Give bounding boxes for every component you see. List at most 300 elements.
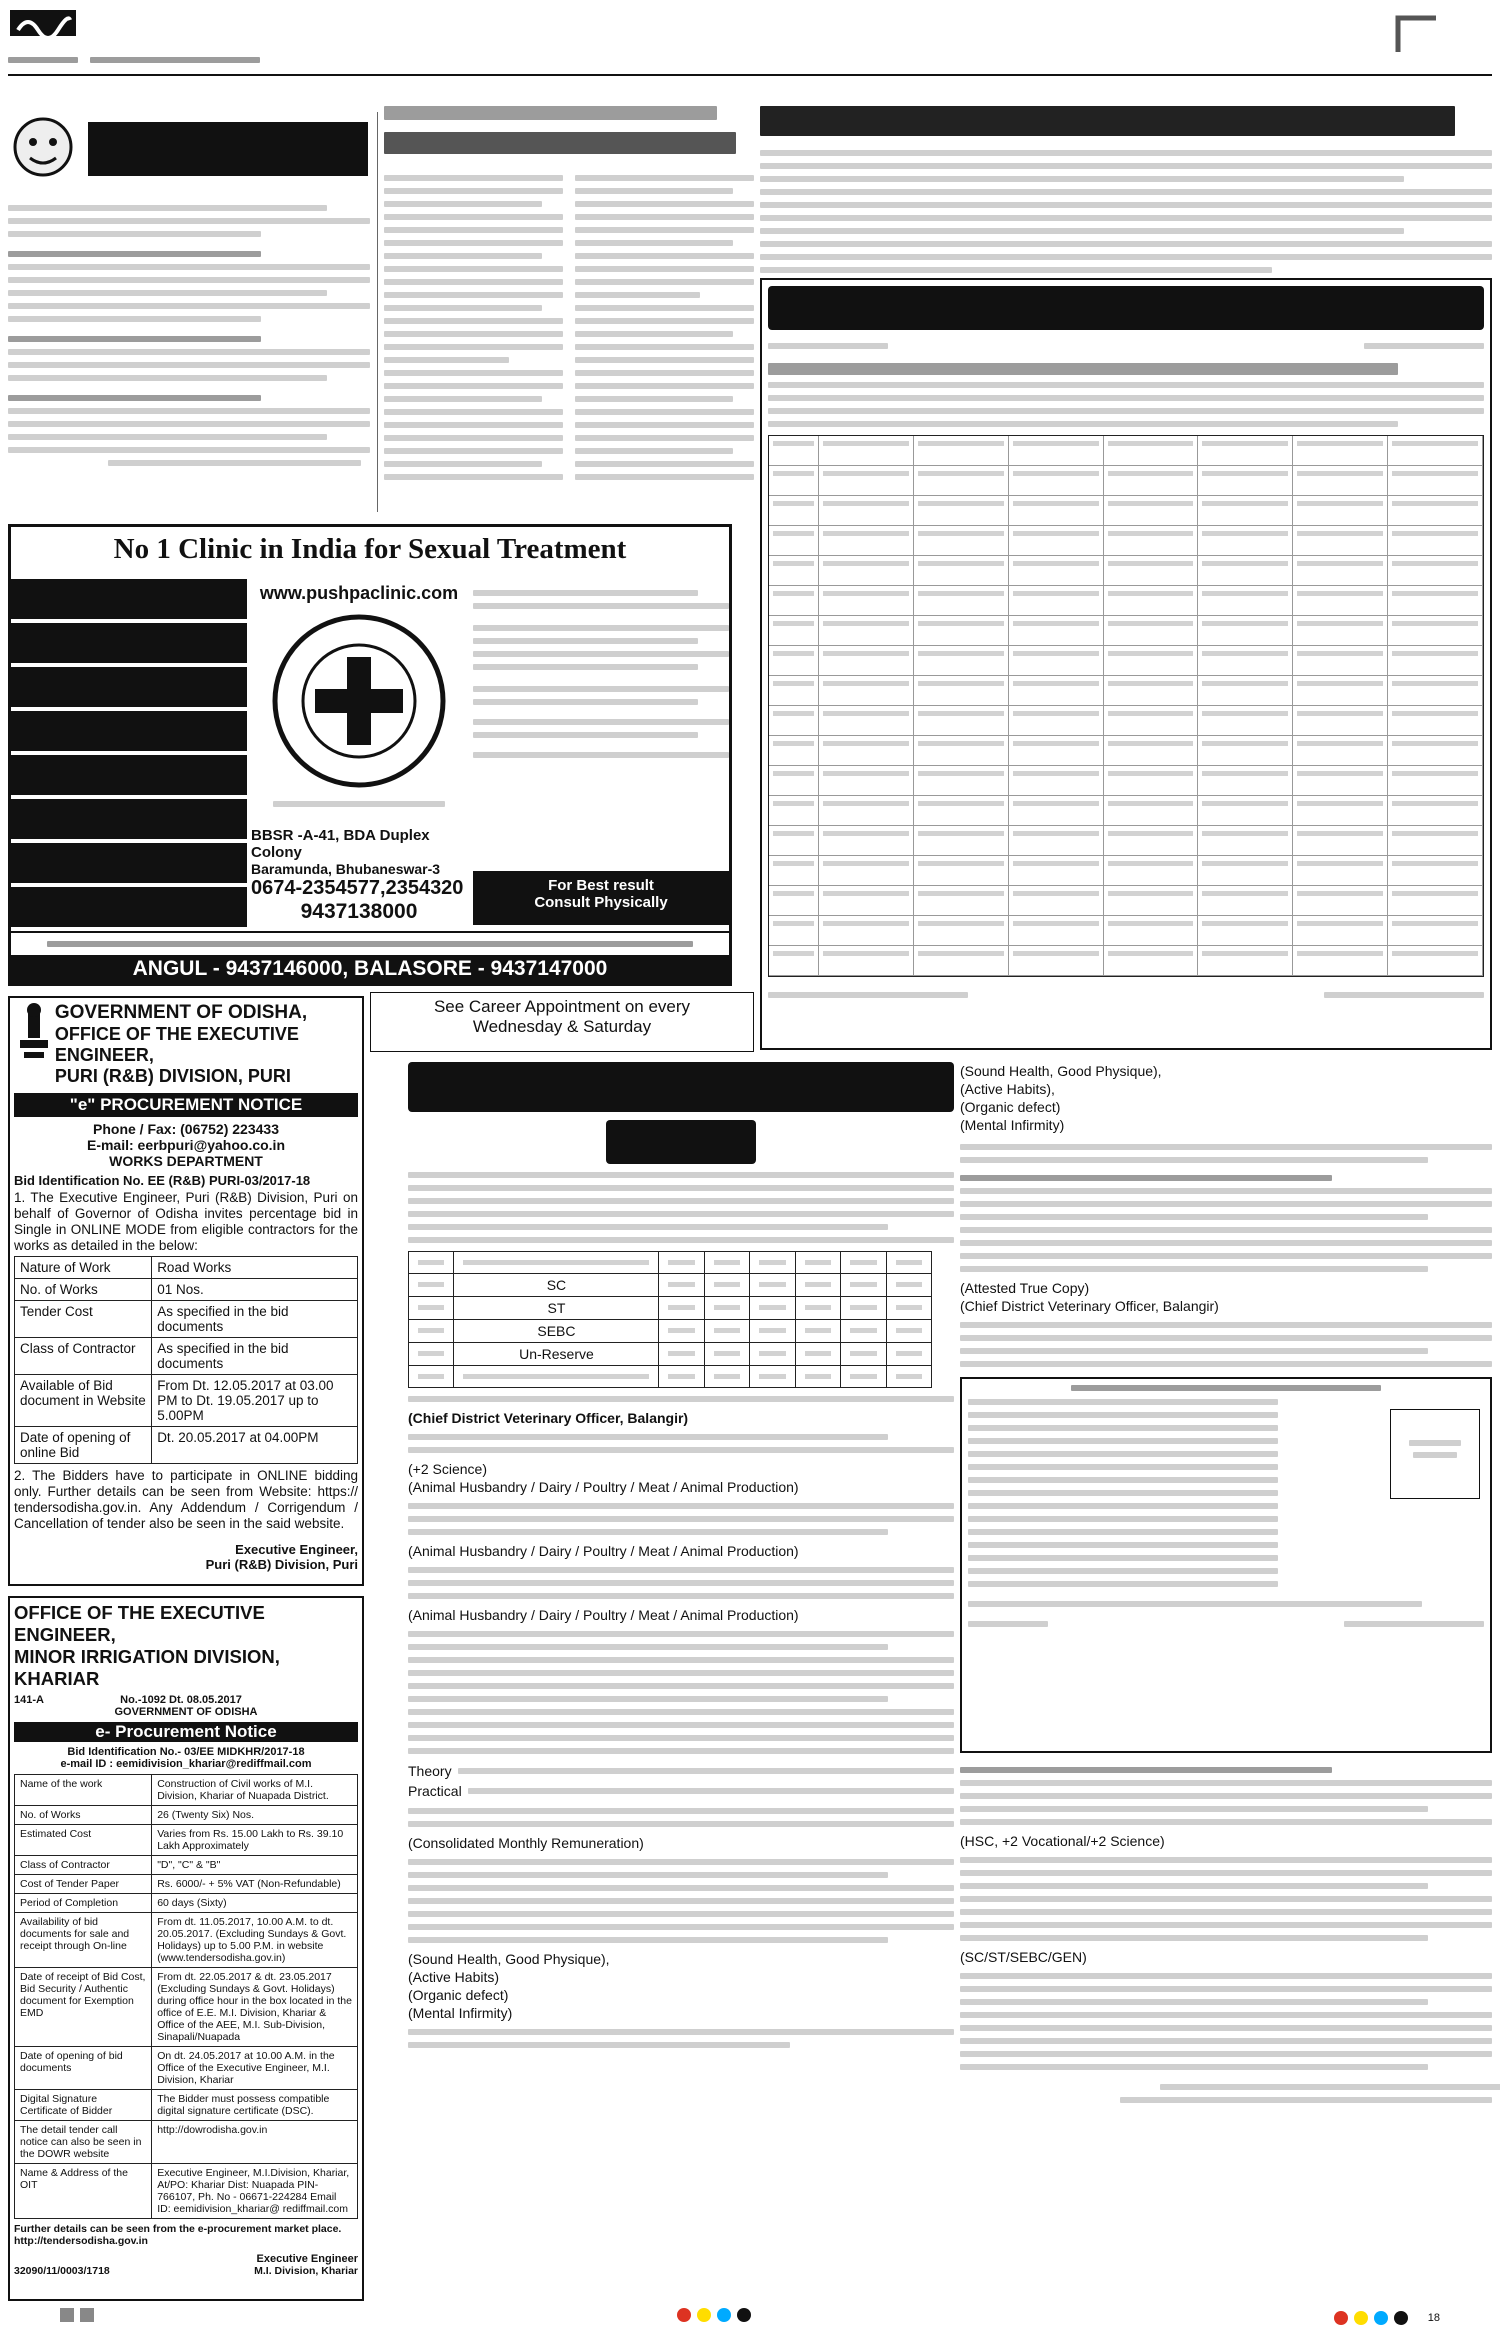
application-form — [960, 1377, 1492, 1753]
clinic-contact-box — [251, 827, 467, 924]
row-key: The detail tender call notice can also be seen in the DOWR website — [15, 2121, 152, 2164]
newspaper-logo-icon — [8, 6, 78, 40]
rural-dev-cell — [769, 526, 819, 556]
puri-procurement-notice — [8, 996, 364, 1586]
right-attested: (Attested True Copy) — [960, 1280, 1090, 1296]
vet-table-cell — [704, 1297, 749, 1320]
vet-table-cell — [886, 1366, 932, 1388]
rural-dev-cell — [769, 646, 819, 676]
vet-habits: (Active Habits) — [408, 1969, 500, 1985]
masthead — [8, 6, 1492, 86]
rural-dev-cell — [1104, 436, 1199, 466]
rural-dev-cell — [1104, 826, 1199, 856]
table-row — [15, 2047, 358, 2090]
vet-sound: (Sound Health, Good Physique), — [408, 1951, 610, 1967]
rural-dev-cell — [1009, 646, 1104, 676]
rural-dev-cell — [1198, 916, 1293, 946]
rural-dev-cell — [769, 466, 819, 496]
clinic-website[interactable]: www.pushpaclinic.com — [259, 583, 459, 603]
vet-animal-1: (Animal Husbandry / Dairy / Poultry / Meat / Animal Production) — [408, 1479, 799, 1495]
rural-dev-cell — [1293, 886, 1388, 916]
puri-sig1: Executive Engineer, — [235, 1542, 358, 1557]
row-key: Tender Cost — [15, 1301, 152, 1338]
rural-dev-cell — [769, 556, 819, 586]
rural-dev-cell — [1293, 436, 1388, 466]
rural-dev-cell — [914, 736, 1009, 766]
rural-dev-cell — [769, 436, 819, 466]
table-row — [15, 1338, 358, 1375]
rural-dev-cell — [1388, 946, 1483, 976]
rural-dev-cell — [1104, 466, 1199, 496]
rural-dev-cell — [819, 586, 914, 616]
rural-dev-cell — [1388, 676, 1483, 706]
rural-dev-cell — [1009, 616, 1104, 646]
feature-mascot — [8, 112, 78, 182]
rural-dev-cell — [1198, 886, 1293, 916]
puri-phone: Phone / Fax: (06752) 223433 — [93, 1121, 279, 1137]
puri-bid-id: Bid Identification No. EE (R&B) PURI-03/2017-18 — [14, 1173, 311, 1188]
rural-dev-cell — [769, 586, 819, 616]
page-corner-icon — [1388, 12, 1448, 56]
row-value: Construction of Civil works of M.I. Division, Khariar of Nuapada District. — [152, 1775, 358, 1806]
header-date-block — [8, 50, 288, 66]
khariar-sig2: M.I. Division, Khariar — [254, 2265, 358, 2277]
rural-dev-cell — [1104, 766, 1199, 796]
vet-recruitment-notice — [408, 1062, 954, 2302]
row-value: 60 days (Sixty) — [152, 1894, 358, 1913]
rural-dev-cell — [819, 916, 914, 946]
header-divider — [8, 74, 1492, 76]
vet-notice-continued — [960, 1062, 1492, 2302]
khariar-email[interactable]: e-mail ID : eemidivision_khariar@rediffmail.com — [60, 1758, 312, 1770]
right-term-mental: (Mental Infirmity) — [960, 1117, 1065, 1133]
rural-dev-cell — [1104, 706, 1199, 736]
rural-dev-cell — [914, 586, 1009, 616]
vet-header-cell — [409, 1252, 454, 1274]
vet-subtitle-bar — [606, 1120, 756, 1164]
clinic-seal — [269, 611, 449, 791]
vet-table-cell — [704, 1320, 749, 1343]
rural-dev-cell — [914, 526, 1009, 556]
rural-dev-cell — [1293, 706, 1388, 736]
row-key: Cost of Tender Paper — [15, 1875, 152, 1894]
vet-table-header — [409, 1252, 932, 1274]
rural-dev-cell — [1388, 736, 1483, 766]
rural-dev-cell — [1388, 886, 1483, 916]
vet-table-cell — [795, 1343, 840, 1366]
vet-table-cell — [659, 1274, 704, 1297]
table-row — [15, 1279, 358, 1301]
row-key: Availability of bid documents for sale and receipt through On-line — [15, 1913, 152, 1968]
rural-dev-cell — [1198, 706, 1293, 736]
row-key: No. of Works — [15, 1279, 152, 1301]
row-value: 01 Nos. — [152, 1279, 358, 1301]
rural-dev-cell — [819, 886, 914, 916]
rural-dev-cell — [769, 616, 819, 646]
row-value: 26 (Twenty Six) Nos. — [152, 1806, 358, 1825]
vet-table-cell — [704, 1274, 749, 1297]
vet-table-row — [409, 1366, 932, 1388]
rural-dev-title-bar — [768, 286, 1484, 330]
rural-dev-cell — [1009, 946, 1104, 976]
vet-table-cell — [659, 1297, 704, 1320]
rural-dev-cell — [1388, 796, 1483, 826]
vet-table-cell — [841, 1297, 886, 1320]
rural-dev-cell — [819, 736, 914, 766]
row-key: Date of receipt of Bid Cost, Bid Security / Authentic document for Exemption EMD — [15, 1968, 152, 2047]
row-value: As specified in the bid documents — [152, 1301, 358, 1338]
odisha-emblem-icon — [14, 1002, 49, 1064]
rural-dev-cell — [769, 706, 819, 736]
rural-dev-cell — [1009, 766, 1104, 796]
vet-table-cell — [795, 1297, 840, 1320]
vet-title-bar — [408, 1062, 954, 1112]
vet-table-cell — [795, 1320, 840, 1343]
khariar-procurement-notice — [8, 1596, 364, 2301]
page-number: 18 — [1427, 2312, 1440, 2324]
rural-dev-cell — [1198, 526, 1293, 556]
rural-dev-cell — [1104, 856, 1199, 886]
rural-dev-cell — [1198, 586, 1293, 616]
corner-bracket-icon — [1388, 12, 1448, 56]
row-value: Rs. 6000/- + 5% VAT (Non-Refundable) — [152, 1875, 358, 1894]
rural-dev-cell — [914, 706, 1009, 736]
vet-mental: (Mental Infirmity) — [408, 2005, 513, 2021]
rural-dev-cell — [1104, 946, 1199, 976]
rural-dev-cell — [1388, 646, 1483, 676]
rural-dev-cell — [769, 826, 819, 856]
vet-category-cell: ST — [454, 1297, 659, 1320]
table-row — [15, 1913, 358, 1968]
khariar-ref-left: 141-A — [14, 1694, 44, 1706]
rural-dev-cell — [819, 616, 914, 646]
rural-dev-cell — [819, 646, 914, 676]
vet-category-cell: Un-Reserve — [454, 1343, 659, 1366]
puri-dept: WORKS DEPARTMENT — [109, 1153, 263, 1169]
newspaper-logo — [8, 6, 78, 40]
vet-chief-officer: (Chief District Veterinary Officer, Balangir) — [408, 1410, 689, 1426]
vet-table-cell — [409, 1343, 454, 1366]
clinic-address-line2: Baramunda, Bhubaneswar-3 — [251, 861, 441, 877]
rural-dev-cell — [1388, 586, 1483, 616]
vet-table-cell — [454, 1366, 659, 1388]
rural-dev-cell — [769, 766, 819, 796]
rural-dev-cell — [914, 556, 1009, 586]
rural-dev-cell — [914, 946, 1009, 976]
row-key: Name & Address of the OIT — [15, 2164, 152, 2219]
row-value: Dt. 20.05.2017 at 04.00PM — [152, 1427, 358, 1464]
rural-dev-cell — [1198, 466, 1293, 496]
rural-dev-cell — [1009, 886, 1104, 916]
vet-table-cell — [750, 1274, 795, 1297]
row-key: Nature of Work — [15, 1257, 152, 1279]
rural-dev-cell — [819, 496, 914, 526]
rural-dev-cell — [1104, 886, 1199, 916]
row-value: Executive Engineer, M.I.Division, Khariar, At/PO: Khariar Dist: Nuapada PIN-766107, Ph. No - 06671-224284 Email ID: eemidivision_khariar@ rediffmail.com — [152, 2164, 358, 2219]
rural-dev-cell — [769, 916, 819, 946]
feature-title-bar — [88, 122, 368, 176]
vet-table-cell — [841, 1343, 886, 1366]
table-row — [15, 1806, 358, 1825]
rural-dev-cell — [1293, 796, 1388, 826]
rural-dev-cell — [769, 496, 819, 526]
rural-dev-cell — [914, 856, 1009, 886]
rural-dev-cell — [914, 916, 1009, 946]
vet-category-cell: SC — [454, 1274, 659, 1297]
row-value: Road Works — [152, 1257, 358, 1279]
table-row — [15, 1775, 358, 1806]
row-value: On dt. 24.05.2017 at 10.00 A.M. in the Office of the Executive Engineer, M.I. Division, Khariar — [152, 2047, 358, 2090]
table-row — [15, 1856, 358, 1875]
row-key: Period of Completion — [15, 1894, 152, 1913]
rural-dev-cell — [914, 796, 1009, 826]
table-row — [15, 1427, 358, 1464]
rural-dev-cell — [914, 676, 1009, 706]
rural-dev-cell — [1009, 496, 1104, 526]
rural-dev-cell — [1009, 916, 1104, 946]
rural-dev-table — [768, 435, 1484, 977]
rural-dev-cell — [1388, 466, 1483, 496]
clinic-best-result — [473, 871, 729, 925]
vet-vacancy-table — [408, 1251, 932, 1388]
vet-table-row — [409, 1343, 932, 1366]
rural-dev-notice — [760, 278, 1492, 1050]
rural-dev-cell — [1009, 826, 1104, 856]
table-row — [15, 2164, 358, 2219]
rural-dev-cell — [769, 796, 819, 826]
vet-table-cell — [886, 1274, 932, 1297]
table-row — [15, 1875, 358, 1894]
rural-dev-cell — [1293, 466, 1388, 496]
rural-dev-cell — [819, 796, 914, 826]
vet-animal-3: (Animal Husbandry / Dairy / Poultry / Meat / Animal Production) — [408, 1607, 799, 1623]
row-key: Date of opening of online Bid — [15, 1427, 152, 1464]
khariar-sig1: Executive Engineer — [256, 2253, 358, 2265]
rural-dev-cell — [1388, 496, 1483, 526]
vet-header-cell — [750, 1252, 795, 1274]
khariar-code: 32090/11/0003/1718 — [14, 2265, 110, 2277]
career-line2: Wednesday & Saturday — [472, 1017, 652, 1036]
puri-para2: 2. The Bidders have to participate in ONLINE bidding only. Further details can be seen from Website: https:// tendersodisha.gov.in. Any Addendum / Corrigendum / Cancellation of tender also be seen in the said website. — [14, 1468, 358, 1531]
puri-gov-line3: PURI (R&B) DIVISION, PURI — [54, 1066, 291, 1086]
rural-dev-cell — [1104, 646, 1199, 676]
rural-dev-cell — [1198, 856, 1293, 886]
vet-science: (+2 Science) — [408, 1461, 487, 1477]
vet-table-row — [409, 1320, 932, 1343]
vet-table-cell — [409, 1366, 454, 1388]
rural-dev-cell — [1388, 556, 1483, 586]
rural-dev-cell — [1198, 676, 1293, 706]
rural-dev-cell — [1009, 736, 1104, 766]
rural-dev-cell — [819, 946, 914, 976]
rural-dev-cell — [1198, 826, 1293, 856]
puri-gov-line1: GOVERNMENT OF ODISHA, — [54, 1002, 308, 1023]
vet-table-cell — [659, 1343, 704, 1366]
rural-dev-cell — [914, 646, 1009, 676]
rural-dev-cell — [1104, 796, 1199, 826]
printer-marks — [60, 2308, 1440, 2328]
rural-dev-cell — [769, 856, 819, 886]
table-row — [15, 2090, 358, 2121]
rural-dev-cell — [1293, 856, 1388, 886]
rural-dev-cell — [1293, 616, 1388, 646]
photo-box — [1390, 1409, 1480, 1499]
table-row — [15, 2121, 358, 2164]
rural-dev-cell — [819, 466, 914, 496]
vet-header-cell — [704, 1252, 749, 1274]
row-value: As specified in the bid documents — [152, 1338, 358, 1375]
rural-dev-cell — [1104, 556, 1199, 586]
rural-dev-cell — [1198, 796, 1293, 826]
rural-dev-cell — [1198, 496, 1293, 526]
vet-table-cell — [409, 1274, 454, 1297]
vet-table-cell — [886, 1320, 932, 1343]
vet-table-cell — [750, 1320, 795, 1343]
table-row — [15, 1257, 358, 1279]
vet-table-cell — [409, 1320, 454, 1343]
rural-dev-cell — [1198, 646, 1293, 676]
puri-sig2: Puri (R&B) Division, Puri — [205, 1557, 358, 1572]
rural-dev-cell — [1388, 826, 1483, 856]
rural-dev-cell — [1009, 526, 1104, 556]
khariar-gov: GOVERNMENT OF ODISHA — [114, 1706, 258, 1718]
clinic-phone: 0674-2354577,2354320 — [251, 877, 464, 899]
rural-dev-cell — [769, 736, 819, 766]
rural-dev-cell — [1293, 496, 1388, 526]
row-key: Estimated Cost — [15, 1825, 152, 1856]
puri-procurement-title: "e" PROCUREMENT NOTICE — [14, 1093, 358, 1117]
khariar-works-table — [14, 1774, 358, 2219]
rural-dev-cell — [914, 886, 1009, 916]
rural-dev-cell — [1009, 466, 1104, 496]
right-term-organic: (Organic defect) — [960, 1099, 1061, 1115]
vet-table-cell — [795, 1366, 840, 1388]
rural-dev-cell — [1388, 706, 1483, 736]
rural-dev-cell — [1388, 616, 1483, 646]
rural-dev-cell — [769, 886, 819, 916]
rural-dev-cell — [1293, 916, 1388, 946]
vet-table-cell — [704, 1343, 749, 1366]
rural-dev-cell — [1293, 646, 1388, 676]
column-farmers-news — [384, 104, 754, 512]
rural-dev-cell — [769, 676, 819, 706]
rural-dev-cell — [1293, 526, 1388, 556]
rural-dev-cell — [914, 496, 1009, 526]
feature-body — [8, 198, 370, 473]
rural-dev-cell — [914, 466, 1009, 496]
rural-dev-cell — [1104, 736, 1199, 766]
clinic-ad — [8, 524, 732, 986]
rural-dev-cell — [1104, 586, 1199, 616]
row-value: From dt. 22.05.2017 & dt. 23.05.2017 (Excluding Sundays & Govt. Holidays) during office hour in the box located in the office of E.E. M.I. Division, Khariar & Office of the AEE, M.I. Sub-Division, Sinapali/Nuapada — [152, 1968, 358, 2047]
khariar-title-line2: MINOR IRRIGATION DIVISION, KHARIAR — [14, 1646, 280, 1689]
rural-dev-cell — [1198, 436, 1293, 466]
khariar-ref-no: No.-1092 Dt. 08.05.2017 — [120, 1694, 242, 1706]
rural-dev-cell — [1293, 556, 1388, 586]
row-key: Digital Signature Certificate of Bidder — [15, 2090, 152, 2121]
rural-dev-cell — [819, 556, 914, 586]
clinic-seal-caption — [251, 801, 467, 807]
vet-table-cell — [659, 1366, 704, 1388]
rural-dev-cell — [1009, 856, 1104, 886]
rural-dev-cell — [1198, 766, 1293, 796]
rural-dev-cell — [1009, 436, 1104, 466]
clinic-symptom-list — [11, 579, 247, 931]
clinic-title: No 1 Clinic in India for Sexual Treatment — [113, 533, 627, 565]
rural-dev-cell — [914, 826, 1009, 856]
vet-table-cell — [750, 1297, 795, 1320]
rural-dev-cell — [1009, 706, 1104, 736]
rural-dev-cell — [1104, 916, 1199, 946]
career-line1: See Career Appointment on every — [433, 997, 691, 1016]
vet-practical: Practical — [408, 1783, 462, 1799]
puri-gov-line2: OFFICE OF THE EXECUTIVE ENGINEER, — [54, 1024, 299, 1065]
vet-table-row — [409, 1297, 932, 1320]
puri-email[interactable]: E-mail: eerbpuri@yahoo.co.in — [86, 1137, 286, 1153]
rural-dev-cell — [1104, 676, 1199, 706]
rural-dev-cell — [819, 766, 914, 796]
rural-dev-cell — [914, 436, 1009, 466]
table-row — [15, 1375, 358, 1427]
table-row — [15, 1825, 358, 1856]
row-value: http://dowrodisha.gov.in — [152, 2121, 358, 2164]
vet-table-cell — [886, 1343, 932, 1366]
vet-table-cell — [841, 1320, 886, 1343]
rural-dev-cell — [1293, 826, 1388, 856]
row-key: Class of Contractor — [15, 1338, 152, 1375]
rural-dev-cell — [819, 436, 914, 466]
row-value: From Dt. 12.05.2017 at 03.00 PM to Dt. 19.05.2017 up to 5.00PM — [152, 1375, 358, 1427]
rural-dev-cell — [1009, 586, 1104, 616]
row-value: From dt. 11.05.2017, 10.00 A.M. to dt. 20.05.2017. (Excluding Sundays & Govt. Holidays) up to 5.00 P.M. in website (www.tendersodisha.gov.in) — [152, 1913, 358, 1968]
rural-dev-cell — [1293, 586, 1388, 616]
table-row — [15, 1894, 358, 1913]
rural-dev-cell — [1009, 676, 1104, 706]
rural-dev-cell — [769, 946, 819, 976]
row-key: Class of Contractor — [15, 1856, 152, 1875]
puri-works-table — [14, 1256, 358, 1464]
rural-dev-cell — [1198, 736, 1293, 766]
khariar-footer: Further details can be seen from the e-procurement market place. http://tendersodisha.gov.in — [14, 2223, 342, 2247]
right-categories: (SC/ST/SEBC/GEN) — [960, 1949, 1087, 1965]
right-officer: (Chief District Veterinary Officer, Balangir) — [960, 1298, 1219, 1314]
row-key: Available of Bid document in Website — [15, 1375, 152, 1427]
clinic-branches: ANGUL - 9437146000, BALASORE - 9437147000 — [11, 955, 729, 983]
vet-table-cell — [659, 1320, 704, 1343]
table-row — [15, 1968, 358, 2047]
column-feature — [8, 112, 378, 512]
khariar-title-line1: OFFICE OF THE EXECUTIVE ENGINEER, — [14, 1602, 265, 1645]
vet-table-row — [409, 1274, 932, 1297]
vet-table-cell — [841, 1274, 886, 1297]
career-notice — [370, 992, 754, 1052]
vet-header-cell — [841, 1252, 886, 1274]
vet-animal-2: (Animal Husbandry / Dairy / Poultry / Meat / Animal Production) — [408, 1543, 799, 1559]
mascot-face-icon — [8, 112, 78, 182]
row-key: Name of the work — [15, 1775, 152, 1806]
rural-dev-cell — [819, 706, 914, 736]
vet-table-cell — [409, 1297, 454, 1320]
rural-dev-cell — [1009, 556, 1104, 586]
rural-dev-cell — [1198, 616, 1293, 646]
vet-organic: (Organic defect) — [408, 1987, 509, 2003]
rural-dev-cell — [1388, 436, 1483, 466]
vet-header-cell — [454, 1252, 659, 1274]
clinic-service-list — [473, 583, 729, 765]
table-row — [15, 1301, 358, 1338]
vet-table-cell — [750, 1343, 795, 1366]
vet-table-cell — [841, 1366, 886, 1388]
